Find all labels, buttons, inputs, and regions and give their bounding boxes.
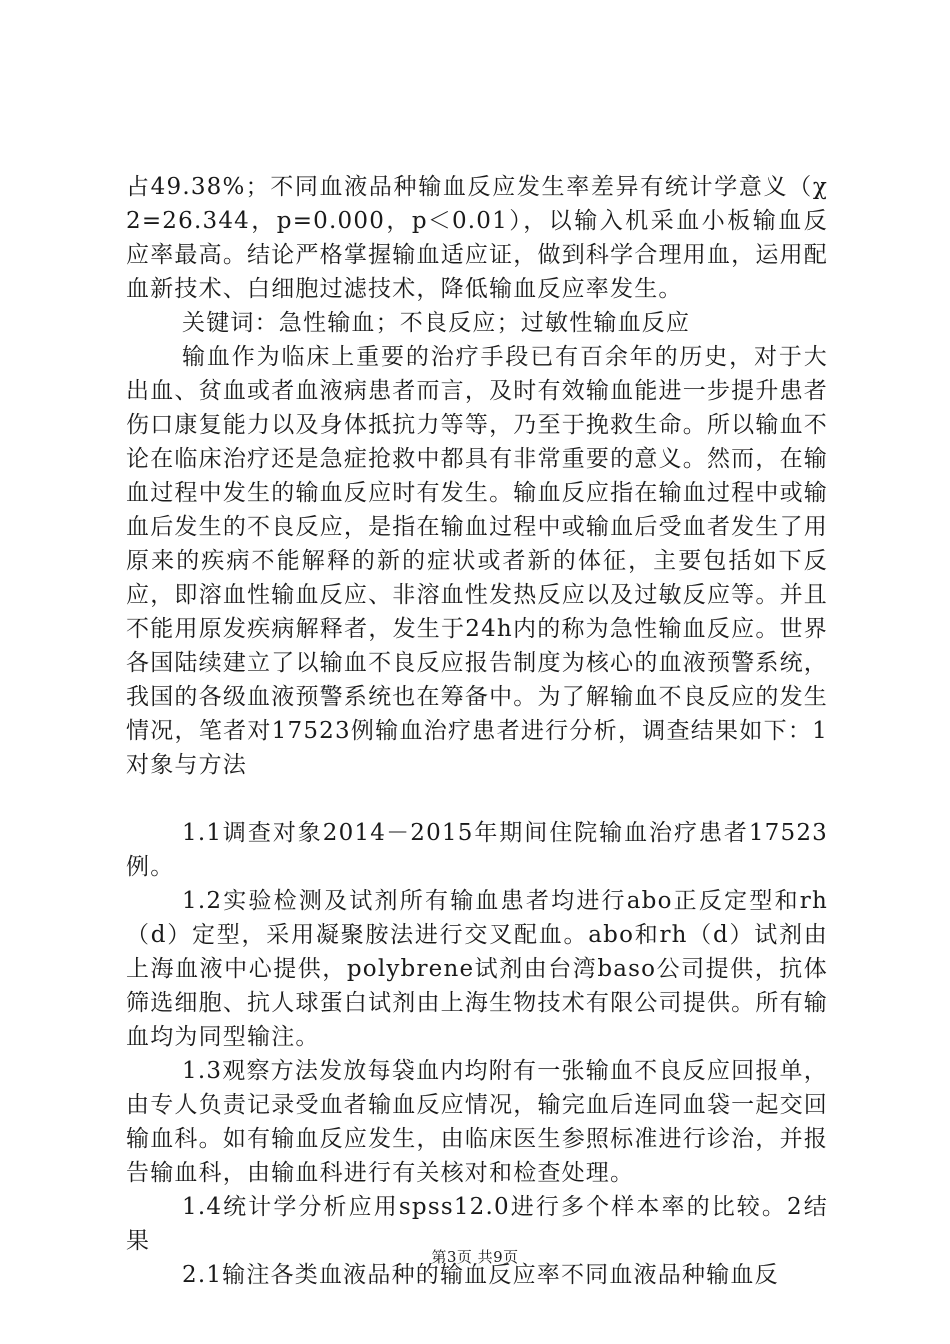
document-body [126,170,828,1292]
section-1-1: 1.1调查对象2014－2015年期间住院输血治疗患者17523例。 [126,820,828,880]
section-1-3: 1.3观察方法发放每袋血内均附有一张输血不良反应回报单，由专人负责记录受血者输血反应情况，输完血后连同血袋一起交回输血科。如有输血反应发生，由临床医生参照标准进行诊治，并报告输血科，由输血科进行有关核对和检查处理。 [126,1058,828,1186]
page-number-footer: 第3页 共9页 [431,1248,519,1266]
abstract-continuation: 占49.38%；不同血液品种输血反应发生率差异有统计学意义（χ2=26.344，p=0.000，p＜0.01），以输入机采血小板输血反应率最高。结论严格掌握输血适应证，做到科学合理用血，运用配血新技术、白细胞过滤技术，降低输血反应率发生。 [126,174,828,302]
section-1-2: 1.2实验检测及试剂所有输血患者均进行abo正反定型和rh（d）定型，采用凝聚胺法进行交叉配血。abo和rh（d）试剂由上海血液中心提供，polybrene试剂由台湾baso公司提供，抗体筛选细胞、抗人球蛋白试剂由上海生物技术有限公司提供。所有输血均为同型输注。 [126,888,828,1050]
keywords-line: 关键词：急性输血；不良反应；过敏性输血反应 [182,310,691,336]
section-2-1: 2.1输注各类血液品种的输血反应率不同血液品种输血反 [182,1262,779,1288]
section-1-4: 1.4统计学分析应用spss12.0进行多个样本率的比较。2结果 [126,1194,828,1254]
introduction-paragraph: 输血作为临床上重要的治疗手段已有百余年的历史，对于大出血、贫血或者血液病患者而言，及时有效输血能进一步提升患者伤口康复能力以及身体抵抗力等等，乃至于挽救生命。所以输血不论在临床治疗还是急症抢救中都具有非常重要的意义。然而，在输血过程中发生的输血反应时有发生。输血反应指在输血过程中或输血后发生的不良反应，是指在输血过程中或输血后受血者发生了用原来的疾病不能解释的新的症状或者新的体征，主要包括如下反应，即溶血性输血反应、非溶血性发热反应以及过敏反应等。并且不能用原发疾病解释者，发生于24h内的称为急性输血反应。世界各国陆续建立了以输血不良反应报告制度为核心的血液预警系统，我国的各级血液预警系统也在筹备中。为了解输血不良反应的发生情况，笔者对17523例输血治疗患者进行分析，调查结果如下：1对象与方法 [126,344,828,778]
